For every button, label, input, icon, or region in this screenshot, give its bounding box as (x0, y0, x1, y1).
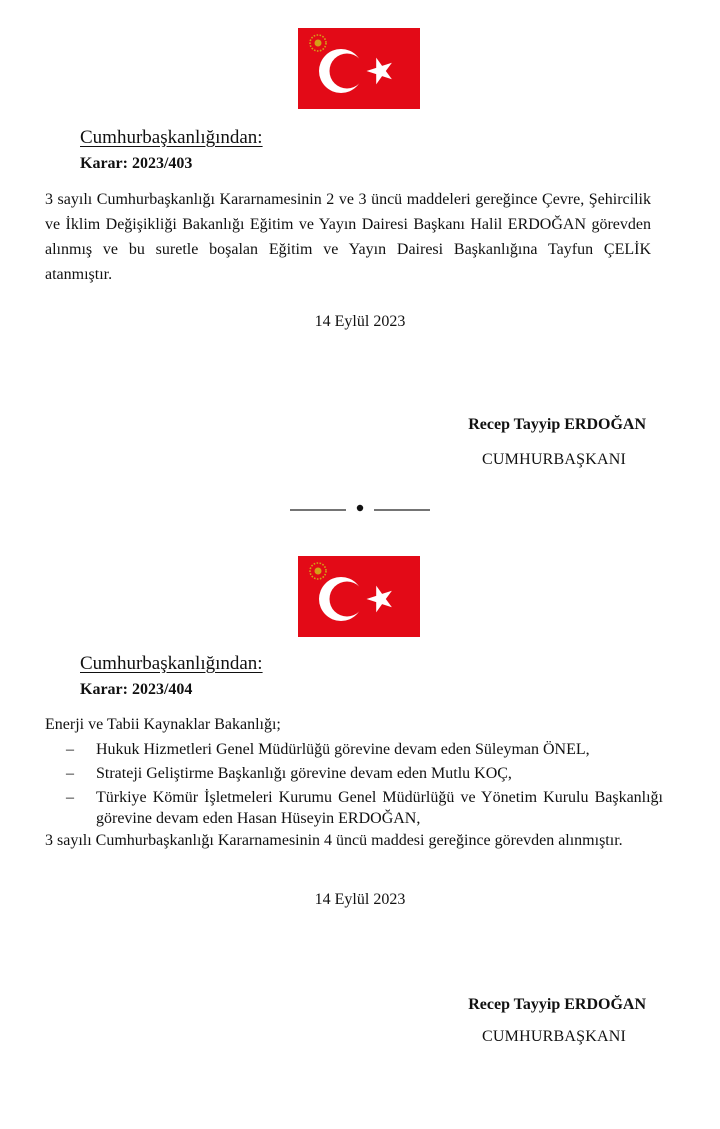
signer-title: CUMHURBAŞKANI (482, 1028, 626, 1045)
turkish-flag-icon (298, 28, 420, 109)
signer-name: Recep Tayyip ERDOĞAN (468, 416, 646, 433)
decision-body (45, 187, 651, 287)
decision-date: 14 Eylül 2023 (314, 891, 406, 908)
list-item-text: görevine devam eden Hasan Hüseyin ERDOĞAN, (96, 810, 421, 827)
body-line: alınmış ve bu suretle boşalan Eğitim ve Yayın Dairesi Başkanlığına Tayfun ÇELİK (45, 241, 651, 258)
ministry-intro: Enerji ve Tabii Kaynaklar Bakanlığı; (45, 716, 281, 733)
section-separator (290, 498, 430, 518)
body-line: atanmıştır. (45, 266, 113, 283)
flag-emblem (298, 28, 420, 109)
list-item-text: Strateji Geliştirme Başkanlığı görevine devam eden Mutlu KOÇ, (96, 765, 512, 782)
body-line: 3 sayılı Cumhurbaşkanlığı Kararnamesinin 2 ve 3 üncü maddeleri gereğince Çevre, Şehircilik (45, 191, 651, 208)
flag-emblem (298, 556, 420, 637)
decision-number: Karar: 2023/403 (80, 155, 193, 172)
decision-number: Karar: 2023/404 (80, 681, 193, 698)
signer-title: CUMHURBAŞKANI (482, 451, 626, 468)
decision-date: 14 Eylül 2023 (314, 313, 406, 330)
list-dash: – (66, 789, 74, 806)
list-dash: – (66, 765, 74, 782)
presidential-seal-icon (310, 563, 326, 579)
presidential-seal-icon (310, 35, 326, 51)
list-dash: – (66, 741, 74, 758)
issuer-heading: Cumhurbaşkanlığından: (80, 653, 263, 674)
issuer-heading: Cumhurbaşkanlığından: (80, 127, 263, 148)
list-item-text: Hukuk Hizmetleri Genel Müdürlüğü görevine devam eden Süleyman ÖNEL, (96, 741, 590, 758)
list-item-text: Türkiye Kömür İşletmeleri Kurumu Genel Müdürlüğü ve Yönetim Kurulu Başkanlığı (96, 789, 663, 806)
body-line: ve İklim Değişikliği Bakanlığı Eğitim ve Yayın Dairesi Başkanı Halil ERDOĞAN görevden (45, 216, 651, 233)
decision-closing: 3 sayılı Cumhurbaşkanlığı Kararnamesinin 4 üncü maddesi gereğince görevden alınmıştır. (45, 832, 623, 849)
turkish-flag-icon (298, 556, 420, 637)
signer-name: Recep Tayyip ERDOĞAN (468, 996, 646, 1013)
bullet-dot-icon (357, 505, 363, 511)
